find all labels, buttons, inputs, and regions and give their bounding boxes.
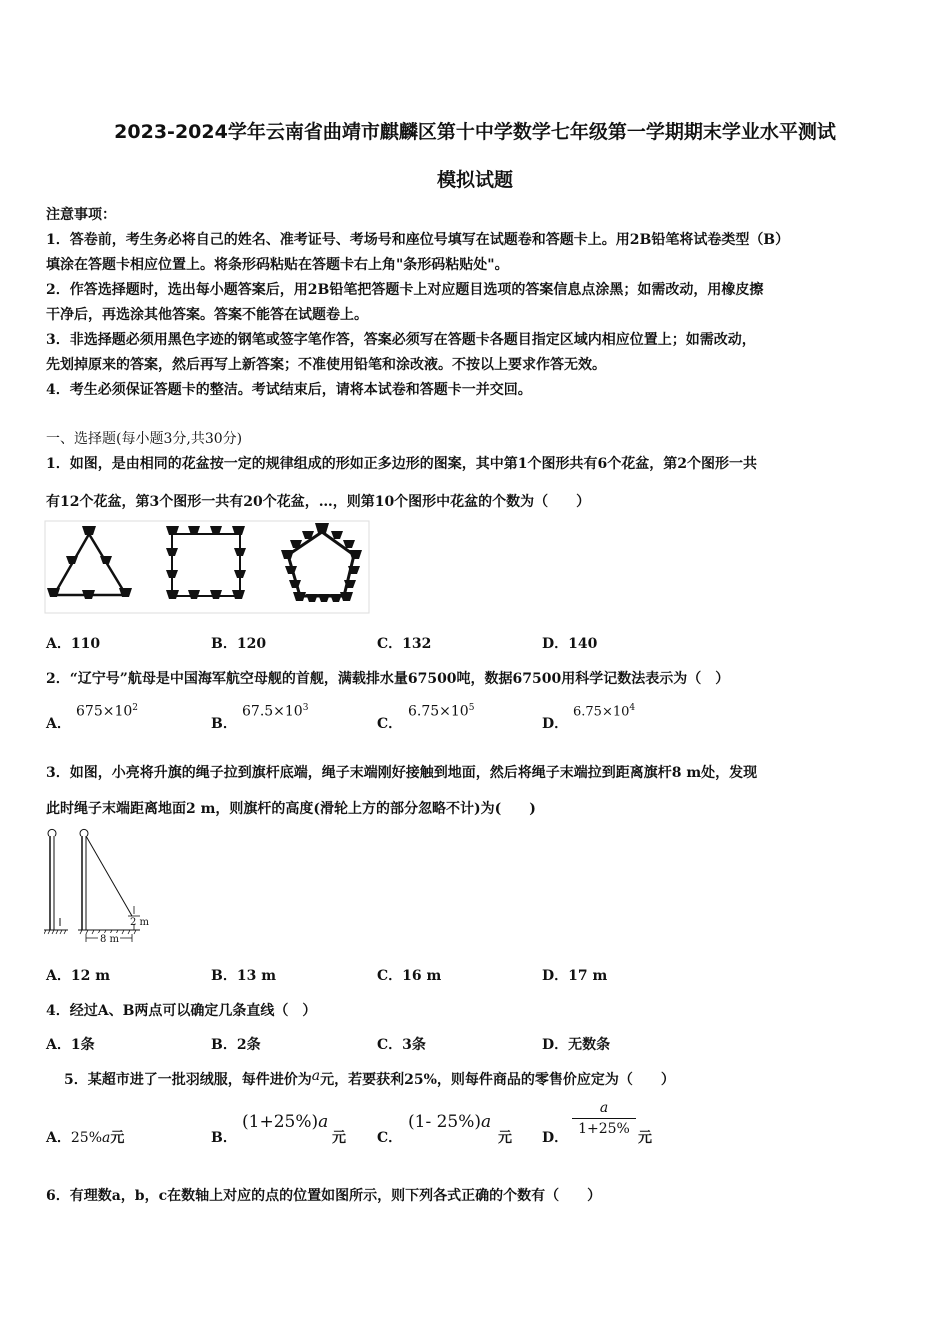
notes-heading: 注意事项： (46, 207, 116, 223)
q2-d-exp: 4 (629, 703, 636, 713)
q5-text-before: 5．某超市进了一批羽绒服，每件进价为 (64, 1072, 312, 1088)
q3-fig-label-8m: 8 m (100, 934, 120, 945)
q2-option-d-expr (573, 703, 635, 719)
q1-text-line1: 1．如图，是由相同的花盆按一定的规律组成的形如正多边形的图案，其中第1个图形共有6个花盆，第2个图形一共 (46, 456, 757, 472)
notes-line-5: 3．非选择题必须用黑色字迹的钢笔或签字笔作答，答案必须写在答题卡各题目指定区域内相应位置上；如需改动， (46, 332, 756, 348)
q2-a-exp: 2 (132, 703, 139, 713)
q2-option-b-expr (242, 703, 308, 720)
q5-option-c-unit: 元 (498, 1130, 512, 1146)
q5-option-d[interactable] (542, 1127, 568, 1147)
q3-flagpole-figure (44, 826, 156, 946)
q1-flowerpot-figure (44, 520, 370, 614)
q5-option-a-var: a (102, 1130, 111, 1146)
q5-option-c-letter: C． (377, 1130, 403, 1146)
q1-option-c[interactable]: C．132 (377, 636, 432, 652)
notes-line-2: 填涂在答题卡相应位置上。将条形码粘贴在答题卡右上角"条形码粘贴处"。 (46, 257, 509, 273)
q1-text-line2: 有12个花盆，第3个图形一共有20个花盆，…，则第10个图形中花盆的个数为（ ） (46, 494, 591, 510)
exam-title-line2: 模拟试题 (436, 169, 513, 191)
q5-option-d-fraction (572, 1100, 636, 1137)
q2-option-b[interactable] (211, 713, 237, 733)
q5-d-fraction-bar (572, 1118, 636, 1119)
q3-fig-label-2m: 2 m (130, 917, 150, 928)
q3-option-b[interactable]: B．13 m (211, 968, 277, 984)
section-heading: 一、选择题(每小题3分,共30分) (46, 431, 243, 447)
q3-text-line1: 3．如图，小亮将升旗的绳子拉到旗杆底端，绳子末端刚好接触到地面，然后将绳子末端拉到距离旗杆8 m处，发现 (46, 765, 758, 781)
q3-option-c[interactable]: C．16 m (377, 968, 442, 984)
q5-c-var: a (481, 1112, 492, 1132)
q2-text: 2．“辽宁号”航母是中国海军航空母舰的首舰，满载排水量67500吨，数据67500用科学记数法表示为（ ） (46, 671, 730, 687)
q2-c-exp: 5 (468, 703, 475, 713)
notes-line-7: 4．考生必须保证答题卡的整洁。考试结束后，请将本试卷和答题卡一并交回。 (46, 382, 532, 398)
q5-c-expr: (1- 25%) (408, 1112, 482, 1132)
q4-option-b[interactable]: B．2条 (211, 1037, 261, 1053)
q2-option-d-letter: D． (542, 716, 569, 732)
q2-option-a[interactable] (46, 713, 71, 733)
q5-option-c-expr (408, 1112, 491, 1132)
q2-a-base: 675×10 (76, 703, 133, 720)
notes-line-3: 2．作答选择题时，选出每小题答案后，用2B铅笔把答题卡上对应题目选项的答案信息点涂黑；如需改动，用橡皮擦 (46, 282, 764, 298)
q4-option-c[interactable]: C．3条 (377, 1037, 426, 1053)
q2-option-d[interactable] (542, 713, 568, 733)
q5-d-numerator: a (599, 1100, 609, 1116)
q5-option-a[interactable] (46, 1127, 124, 1147)
q5-option-b-expr (242, 1112, 328, 1132)
q2-option-a-expr (76, 703, 138, 720)
q5-option-c[interactable] (377, 1127, 402, 1147)
q4-option-d[interactable]: D．无数条 (542, 1037, 611, 1053)
q5-option-d-unit: 元 (638, 1130, 652, 1146)
q3-text-line2: 此时绳子末端距离地面2 m，则旗杆的高度(滑轮上方的部分忽略不计)为( ) (46, 801, 536, 817)
q1-option-a[interactable]: A．110 (46, 636, 101, 652)
q1-option-d[interactable]: D．140 (542, 636, 598, 652)
q2-d-base: 6.75×10 (573, 704, 630, 720)
notes-line-4: 干净后，再选涂其他答案。答案不能答在试题卷上。 (46, 307, 368, 323)
q5-text-after: 元，若要获利25%，则每件商品的零售价应定为（ ） (320, 1072, 675, 1088)
q4-option-a[interactable]: A．1条 (46, 1037, 95, 1053)
q5-option-a-unit: 元 (110, 1130, 125, 1146)
exam-title-line1: 2023-2024学年云南省曲靖市麒麟区第十中学数学七年级第一学期期末学业水平测试 (114, 121, 836, 143)
q2-b-exp: 3 (302, 703, 309, 713)
notes-line-1: 1．答卷前，考生务必将自己的姓名、准考证号、考场号和座位号填写在试题卷和答题卡上。用2B铅笔将试卷类型（B） (46, 232, 790, 248)
q2-option-c-expr (408, 703, 474, 720)
q2-option-c[interactable] (377, 713, 402, 733)
q5-var-a: a (311, 1068, 321, 1084)
q2-c-base: 6.75×10 (408, 703, 469, 720)
q2-b-base: 67.5×10 (242, 703, 303, 720)
q3-option-a[interactable]: A．12 m (46, 968, 111, 984)
q5-option-b-unit: 元 (332, 1130, 346, 1146)
q5-option-a-letter: A． (46, 1130, 71, 1146)
q5-d-denominator: 1+25% (578, 1121, 630, 1137)
notes-line-6: 先划掉原来的答案，然后再写上新答案；不准使用铅笔和涂改液。不按以上要求作答无效。 (46, 357, 606, 373)
q5-option-d-letter: D． (542, 1130, 569, 1146)
q5-b-expr: (1+25%) (242, 1112, 319, 1132)
q6-text: 6．有理数a，b，c在数轴上对应的点的位置如图所示，则下列各式正确的个数有（ ） (46, 1188, 602, 1204)
q5-text (64, 1068, 675, 1089)
q2-option-a-letter: A． (46, 716, 71, 732)
q4-text: 4．经过A、B两点可以确定几条直线（ ） (46, 1003, 317, 1019)
q2-option-b-letter: B． (211, 716, 237, 732)
q5-b-var: a (318, 1112, 329, 1132)
q5-option-a-expr: 25% (70, 1130, 102, 1146)
q5-option-b-letter: B． (211, 1130, 237, 1146)
q5-option-b[interactable] (211, 1127, 237, 1147)
q2-option-c-letter: C． (377, 716, 403, 732)
q1-option-b[interactable]: B．120 (211, 636, 267, 652)
q3-option-d[interactable]: D．17 m (542, 968, 608, 984)
